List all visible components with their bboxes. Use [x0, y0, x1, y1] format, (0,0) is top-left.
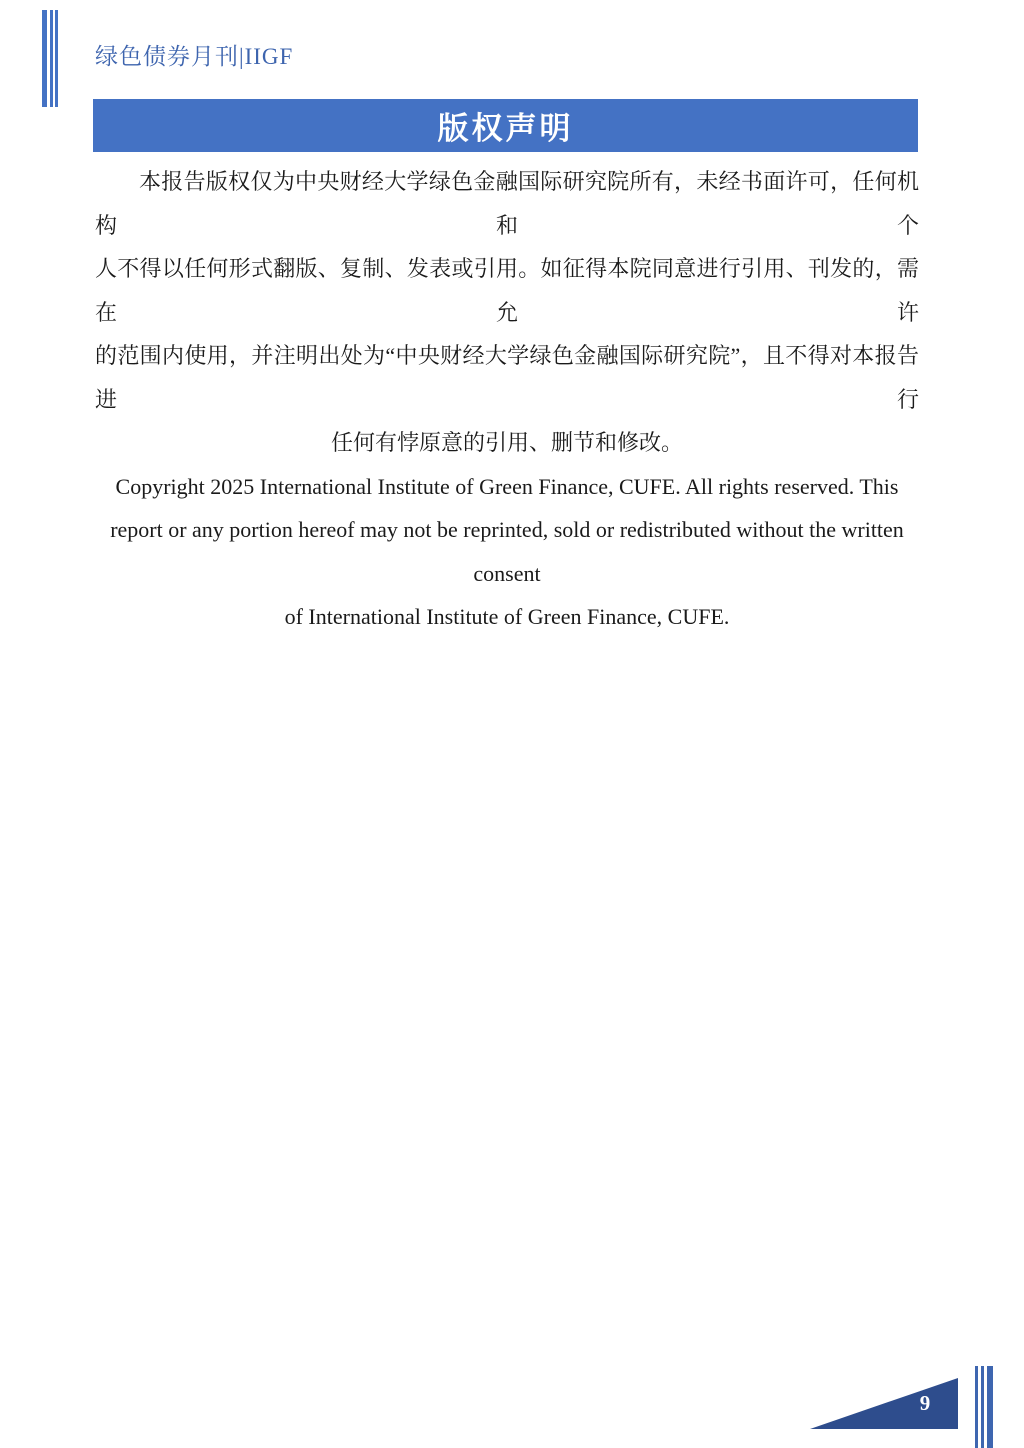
vertical-bar-thin: [975, 1366, 978, 1448]
copyright-cn-line: 本报告版权仅为中央财经大学绿色金融国际研究院所有，未经书面许可，任何机构和个: [95, 169, 919, 238]
page-number: 9: [919, 1391, 931, 1415]
copyright-en-line: Copyright 2025 International Institute of Green Finance, CUFE. All rights reserved. This: [115, 473, 899, 499]
bottom-right-decoration-bars: [975, 1366, 993, 1448]
copyright-cn-line: 人不得以任何形式翻版、复制、发表或引用。如征得本院同意进行引用、刊发的，需在允许: [95, 256, 919, 325]
vertical-bar-thin: [55, 10, 58, 107]
banner-title: 版权声明: [437, 111, 574, 146]
copyright-cn-line: 的范围内使用，并注明出处为“中央财经大学绿色金融国际研究院”，且不得对本报告进行: [95, 343, 919, 412]
vertical-bar-thin: [981, 1366, 984, 1448]
journal-title: 绿色债券月刊|IIGF: [95, 44, 294, 69]
vertical-bar-thin: [50, 10, 53, 107]
copyright-cn-line: 任何有悖原意的引用、删节和修改。: [330, 430, 683, 455]
copyright-banner: [93, 99, 918, 152]
copyright-en-line: of International Institute of Green Finance, CUFE.: [284, 604, 730, 629]
vertical-bar-thick: [42, 10, 47, 107]
top-left-decoration-bars: [42, 10, 60, 107]
copyright-en-line: report or any portion hereof may not be reprinted, sold or redistributed without the written consent: [110, 517, 904, 586]
vertical-bar-thick: [987, 1366, 993, 1448]
copyright-statement: [95, 160, 919, 639]
